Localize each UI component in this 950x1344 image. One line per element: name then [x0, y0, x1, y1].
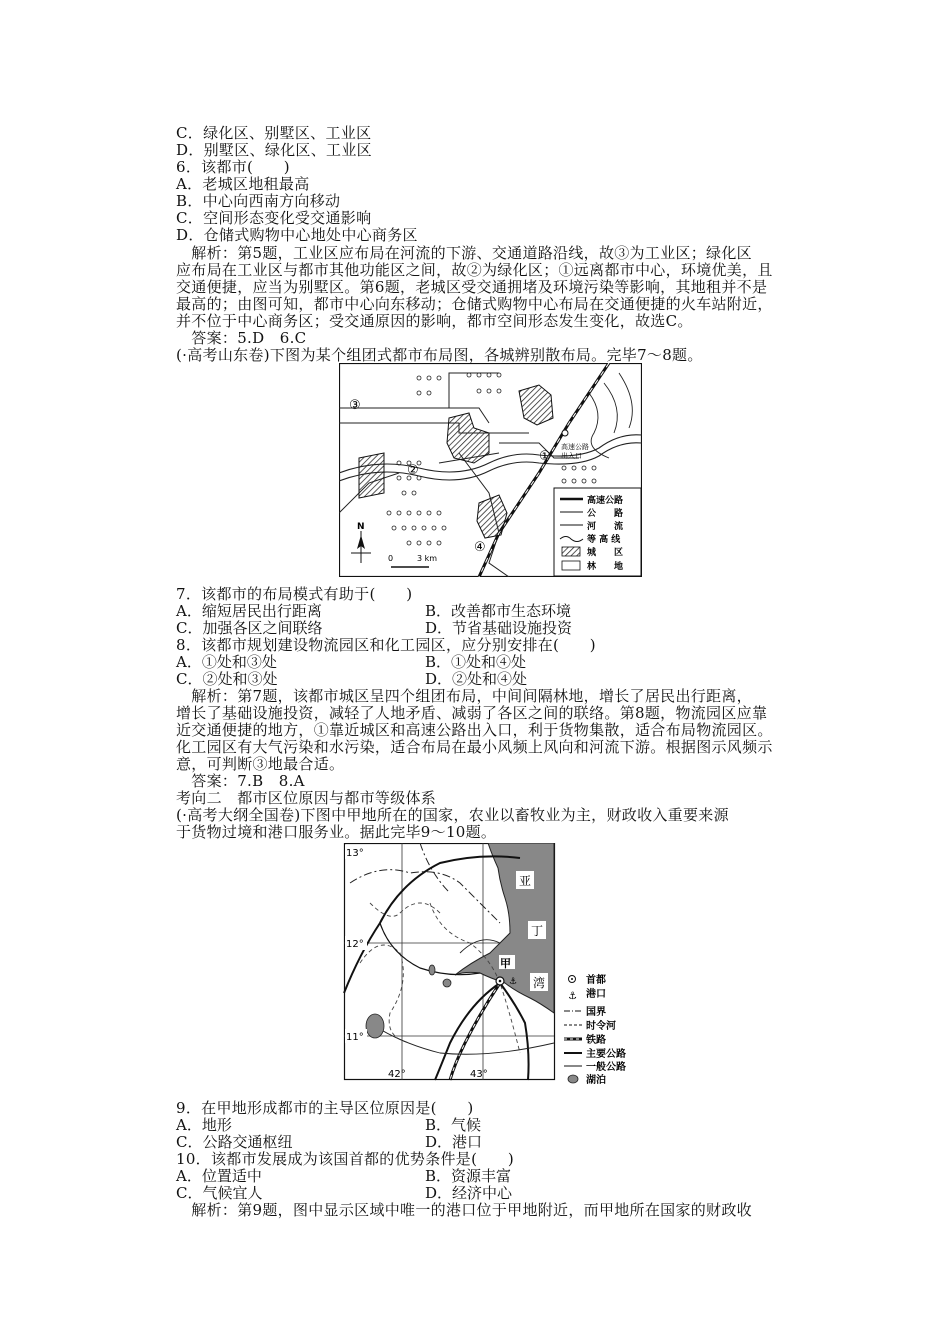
sea-label-ding: 丁: [531, 924, 544, 938]
sea-label-wan: 湾: [533, 976, 546, 990]
analysis-5-6-line1: 解析：第5题，工业区应布局在河流的下游、交通道路沿线，故③为工业区；绿化区: [176, 244, 752, 262]
question-10-stem: 10．该都市发展成为该国首都的优势条件是( ): [176, 1150, 514, 1168]
lon-42: 42°: [388, 1069, 406, 1080]
option-6c: C．空间形态变化受交通影响: [176, 209, 372, 227]
legend-railway: 铁路: [586, 1035, 606, 1046]
option-9a: A．地形: [176, 1116, 232, 1134]
legend-forest: 林 地: [587, 562, 624, 572]
option-8d: D．②处和④处: [425, 670, 528, 688]
legend-border: 国界: [586, 1007, 606, 1018]
analysis-7-8-line3: 近交通便捷的地方，①靠近城区和高速公路出入口，利于货物集散，适合布局物流园区。: [176, 721, 773, 739]
analysis-5-6-line4: 最高的；由图可知，都市中心向东移动；仓储式购物中心布局在交通便捷的火车站附近，: [176, 295, 773, 313]
legend-lake: 湖泊: [586, 1075, 606, 1086]
option-9b: B．气候: [425, 1116, 482, 1134]
option-9d: D．港口: [425, 1133, 483, 1151]
intro-9-10-line1: (·高考大纲全国卷)下图中甲地所在的国家，农业以畜牧业为主，财政收入重要来源: [176, 806, 729, 824]
lat-12: 12°: [346, 939, 364, 950]
question-9-stem: 9．在甲地形成都市的主导区位原因是( ): [176, 1099, 474, 1117]
jia-label: 甲: [500, 957, 511, 970]
legend-port: 港口: [586, 989, 606, 1000]
lon-43: 43°: [470, 1069, 488, 1080]
analysis-9-10-line1: 解析：第9题，图中显示区域中唯一的港口位于甲地附近，而甲地所在国家的财政收: [176, 1201, 752, 1219]
lat-11: 11°: [346, 1032, 364, 1043]
scale-km: 3 km: [417, 554, 438, 563]
option-10d: D．经济中心: [425, 1184, 513, 1202]
analysis-5-6-line2: 应布局在工业区与都市其他功能区之间，故②为绿化区；①远离都市中心，环境优美，且: [176, 261, 773, 279]
option-7d: D．节省基础设施投资: [425, 619, 573, 637]
north-label: N: [357, 522, 365, 532]
intro-7-8: (·高考山东卷)下图为某个组团式都市布局图，各城辨别散布局。完毕7～8题。: [176, 346, 703, 364]
legend-general-road: 一般公路: [586, 1062, 626, 1073]
city-layout-map: [339, 363, 642, 577]
analysis-7-8-line2: 增长了基础设施投资，减轻了人地矛盾、减弱了各区之间的联络。第8题，物流园区应靠: [176, 704, 768, 722]
option-8b: B．①处和④处: [425, 653, 527, 671]
legend-anchor-icon: ⚓: [568, 991, 577, 1002]
answer-5-6: 答案：5.D 6.C: [176, 329, 307, 347]
option-10b: B．资源丰富: [425, 1167, 512, 1185]
highway-exit-label-2: 出入口: [561, 452, 582, 460]
sea-label-ya: 亚: [519, 874, 532, 888]
section-heading: 考向二 都市区位原因与都市等级体系: [176, 789, 437, 807]
legend-contour: 等 高 线: [587, 535, 621, 545]
area-label-1: ①: [539, 449, 551, 464]
highway-exit-label: 高速公路: [561, 443, 589, 451]
option-6a: A．老城区地租最高: [176, 175, 310, 193]
legend-main-road: 主要公路: [586, 1049, 626, 1060]
option-10c: C．气候宜人: [176, 1184, 263, 1202]
option-8a: A．①处和③处: [176, 653, 277, 671]
capital-port-map: [340, 843, 640, 1089]
legend-expressway: 高速公路: [587, 496, 624, 506]
option-5d: D．别墅区、绿化区、工业区: [176, 141, 372, 159]
legend-river: 河 流: [587, 522, 624, 532]
analysis-7-8-line5: 意，可判断③地最合适。: [176, 755, 345, 773]
option-7c: C．加强各区之间联络: [176, 619, 323, 637]
question-6-stem: 6．该都市( ): [176, 158, 290, 176]
analysis-7-8-line4: 化工园区有大气污染和水污染，适合布局在最小风频上风向和河流下游。根据图示风频示: [176, 738, 773, 756]
question-8-stem: 8．该都市规划建设物流园区和化工园区，应分别安排在( ): [176, 636, 596, 654]
analysis-5-6-line3: 交通便捷，应当为别墅区。第6题，老城区受交通拥堵及环境污染等影响，其地租并不是: [176, 278, 768, 296]
legend-road: 公 路: [587, 509, 624, 519]
legend-urban: 城 区: [587, 548, 624, 558]
analysis-7-8-line1: 解析：第7题，该都市城区呈四个组团布局，中间间隔林地，增长了居民出行距离，: [176, 687, 752, 705]
option-6b: B．中心向西南方向移动: [176, 192, 341, 210]
option-9c: C．公路交通枢纽: [176, 1133, 293, 1151]
map1-legend: [554, 488, 641, 576]
lat-13: 13°: [346, 848, 364, 859]
legend-capital: 首都: [586, 975, 606, 986]
answer-7-8: 答案：7.B 8.A: [176, 772, 305, 790]
port-anchor-icon: ⚓: [509, 977, 518, 987]
option-8c: C．②处和③处: [176, 670, 278, 688]
legend-seasonal-river: 时令河: [586, 1021, 616, 1032]
area-label-3: ③: [349, 398, 361, 413]
option-7b: B．改善都市生态环境: [425, 602, 572, 620]
option-7a: A．缩短居民出行距离: [176, 602, 322, 620]
area-label-2: ②: [407, 463, 419, 478]
scale-zero: 0: [388, 554, 394, 563]
question-7-stem: 7．该都市的布局模式有助于( ): [176, 585, 413, 603]
area-label-4: ④: [474, 540, 486, 555]
analysis-5-6-line5: 并不位于中心商务区；受交通原因的影响，都市空间形态发生变化，故选C。: [176, 312, 693, 330]
map2-legend: [564, 973, 626, 1086]
option-5c: C．绿化区、别墅区、工业区: [176, 124, 372, 142]
intro-9-10-line2: 于货物过境和港口服务业。据此完毕9～10题。: [176, 823, 497, 841]
option-10a: A．位置适中: [176, 1167, 262, 1185]
option-6d: D．仓储式购物中心地处中心商务区: [176, 226, 418, 244]
